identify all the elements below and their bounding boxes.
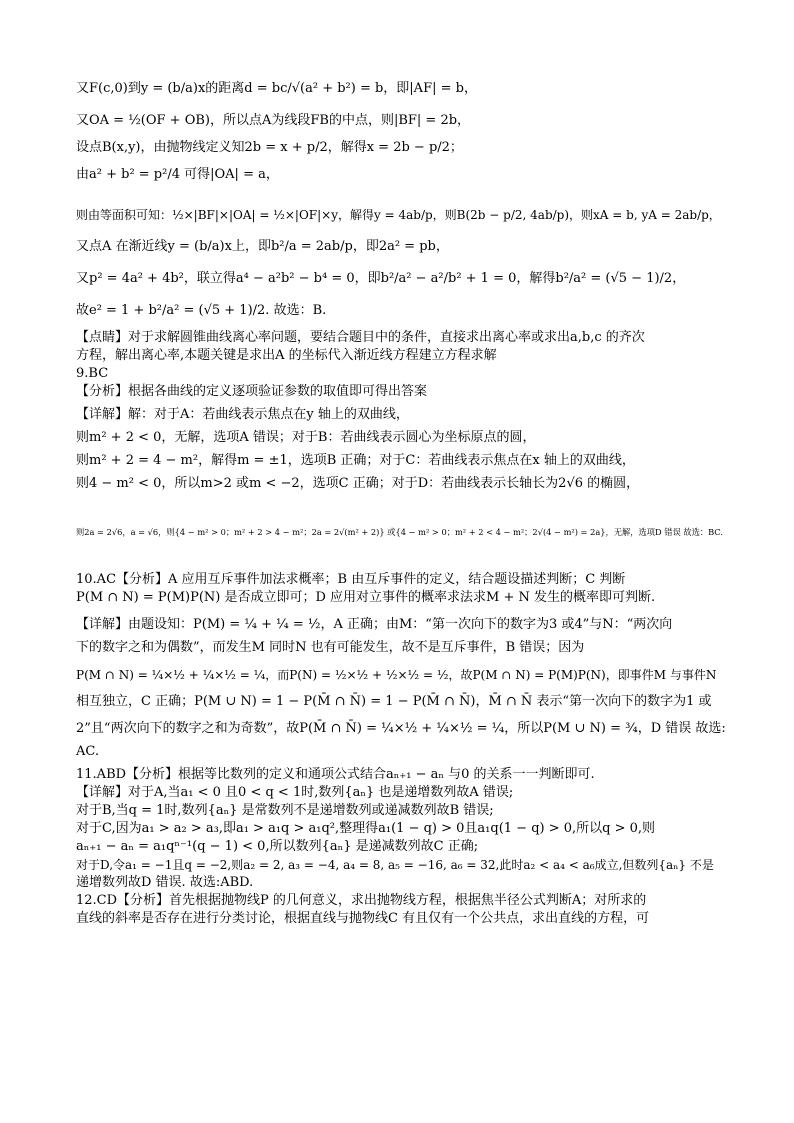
text-line: 递增数列故D 错误. 故选:ABD. (76, 875, 254, 890)
text-line: 对于B,当q = 1时,数列{aₙ} 是常数列不是递增数列或递减数列故B 错误; (76, 803, 494, 818)
text-line: 由a² + b² = p²/4 可得|OA| = a， (76, 167, 279, 182)
text-line: 设点B(x,y)，由抛物线定义知2b = x + p/2，解得x = 2b − p/2； (76, 140, 463, 155)
answer-heading: 9.BC (76, 366, 109, 381)
text-line: 对于D,令a₁ = −1且q = −2,则a₂ = 2, a₃ = −4, a₄ = 8, a₅ = −16, a₆ = 32,此时a₂ < a₄ < a₆成立,但数列{aₙ} 不是 (76, 858, 714, 872)
text-line: P(M ∩ N) = ¼×½ + ¼×½ = ¼，而P(N) = ½×½ + ½×½ = ½，故P(M ∩ N) = P(M)P(N)，即事件M 与事件N (76, 668, 717, 682)
answer-heading: 11.ABD【分析】根据等比数列的定义和通项公式结合aₙ₊₁ − aₙ 与0 的关系一一判断即可. (76, 767, 595, 782)
text-line: AC. (76, 744, 100, 759)
text-line: 又OA = ½(OF + OB)，所以点A为线段FB的中点，则|BF| = 2b， (76, 113, 471, 128)
analysis-line: 【分析】根据各曲线的定义逐项验证参数的取值即可得出答案 (76, 384, 428, 399)
remark-line: 方程，解出离心率,本题关键是求出A 的坐标代入渐近线方程建立方程求解 (76, 348, 497, 363)
text-line: 【详解】解：对于A：若曲线表示焦点在y 轴上的双曲线， (76, 407, 409, 422)
text-line: 【详解】由题设知：P(M) = ¼ + ¼ = ½，A 正确；由M：“第一次向下的数字为3 或4”与N：“两次向 (76, 617, 673, 632)
text-line: aₙ₊₁ − aₙ = a₁qⁿ⁻¹(q − 1) < 0,所以数列{aₙ} 是递减数列故C 正确; (76, 839, 479, 854)
text-line: 则由等面积可知：½×|BF|×|OA| = ½×|OF|×y，解得y = 4ab/p，则B(2b − p/2, 4ab/p)，则xA = b, yA = 2ab/p， (76, 208, 721, 222)
text-line: 又F(c,0)到y = (b/a)x的距离d = bc/√(a² + b²) = b，即|AF| = b， (76, 81, 477, 96)
text-line: 下的数字之和为偶数”，而发生M 同时N 也有可能发生，故不是互斥事件，B 错误；因为 (76, 640, 585, 655)
text-line: 则2a = 2√6，a = √6，则{4 − m² > 0；m² + 2 > 4 − m²；2a = 2√(m² + 2)} 或{4 − m² > 0；m² + 2 < 4 − m²；2√(4 − m²) = 2a}，无解，选项D 错误 故选：BC. (76, 527, 723, 537)
text-line: 2”且“两次向下的数字之和为奇数”，故P(M̄ ∩ N̄) = ¼×½ + ¼×½ = ¼，所以P(M ∪ N) = ¾，D 错误 故选: (76, 721, 726, 736)
text-line: 又点A 在渐近线y = (b/a)x上，即b²/a = 2ab/p，即2a² = pb， (76, 239, 449, 254)
text-line: P(M ∩ N) = P(M)P(N) 是否成立即可；D 应用对立事件的概率求法求M + N 发生的概率即可判断. (76, 590, 656, 605)
text-line: 直线的斜率是否存在进行分类讨论，根据直线与抛物线C 有且仅有一个公共点，求出直线的方程，可 (76, 911, 650, 926)
answer-heading: 12.CD【分析】首先根据抛物线P 的几何意义，求出抛物线方程，根据焦半径公式判断A；对所求的 (76, 893, 647, 908)
solution-text (76, 80, 726, 928)
text-line: 故e² = 1 + b²/a² = (√5 + 1)/2. 故选：B. (76, 303, 327, 318)
text-line: 【详解】对于A,当a₁ < 0 且0 < q < 1时,数列{aₙ} 也是递增数列故A 错误; (76, 785, 514, 800)
text-line: 对于C,因为a₁ > a₂ > a₃,即a₁ > a₁q > a₁q²,整理得a₁(1 − q) > 0且a₁q(1 − q) > 0,所以q > 0,则 (76, 821, 656, 836)
text-line: 又p² = 4a² + 4b²，联立得a⁴ − a²b² − b⁴ = 0，即b²/a² − a²/b² + 1 = 0，解得b²/a² = (√5 − 1)/2， (76, 271, 686, 286)
text-line: 相互独立，C 正确；P(M ∪ N) = 1 − P(M̄ ∩ N̄) = 1 − P(M̄ ∩ N̄)，M̄ ∩ N̄ 表示“第一次向下的数字为1 或 (76, 694, 712, 709)
text-line: 则4 − m² < 0，所以m>2 或m < −2，选项C 正确；对于D：若曲线表示长轴长为2√6 的椭圆， (76, 476, 640, 491)
text-line: 则m² + 2 < 0，无解，选项A 错误；对于B：若曲线表示圆心为坐标原点的圆， (76, 430, 536, 445)
remark-line: 【点睛】对于求解圆锥曲线离心率问题，要结合题目中的条件，直接求出离心率或求出a,b,c 的齐次 (76, 330, 645, 345)
answer-heading: 10.AC【分析】A 应用互斥事件加法求概率；B 由互斥事件的定义，结合题设描述判断；C 判断 (76, 572, 626, 587)
text-line: 则m² + 2 = 4 − m²，解得m = ±1，选项B 正确；对于C：若曲线表示焦点在x 轴上的双曲线， (76, 453, 635, 468)
